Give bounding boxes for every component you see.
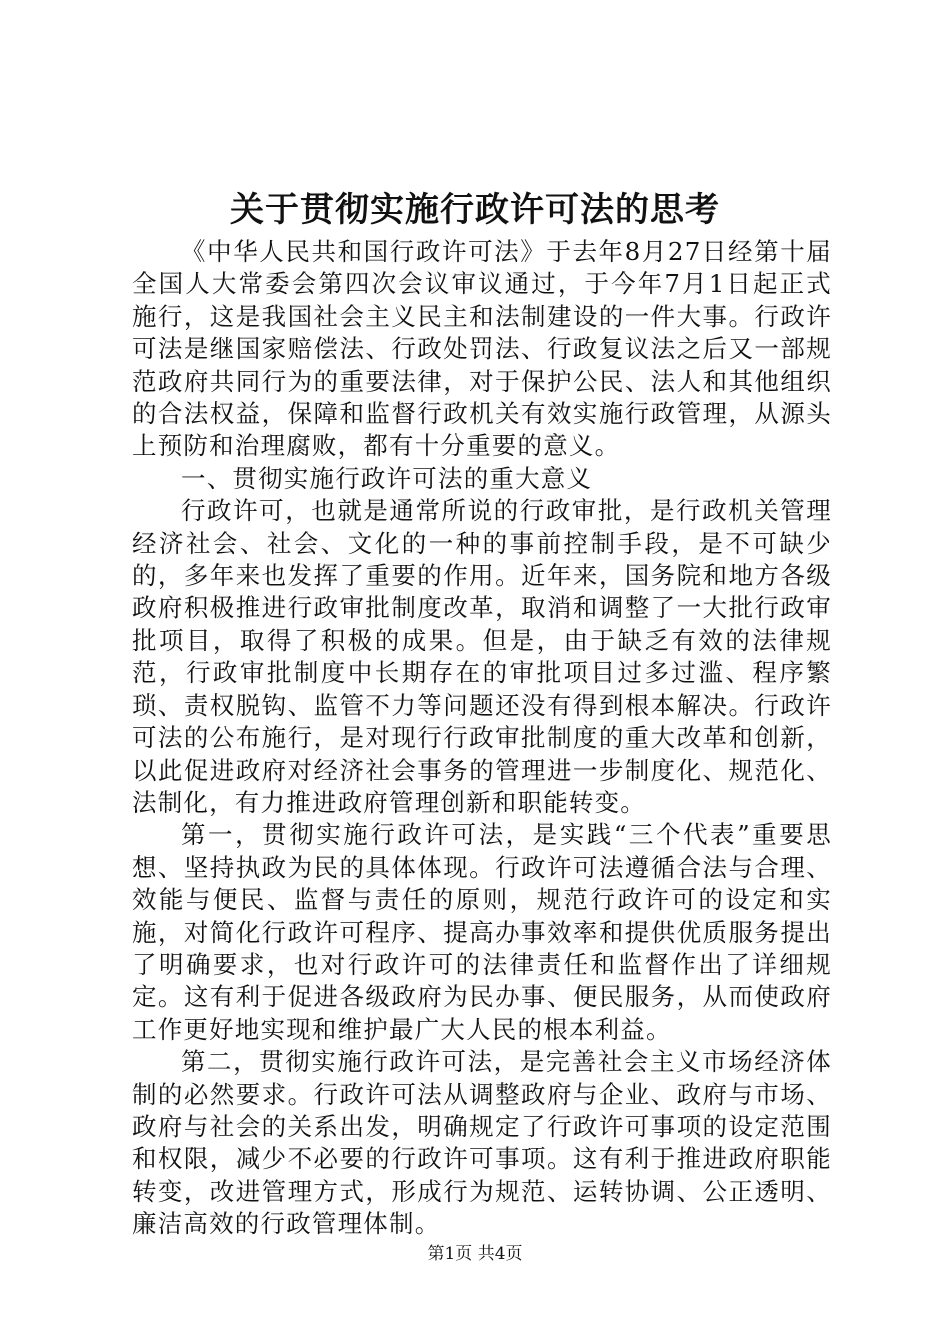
section-heading: 一、贯彻实施行政许可法的重大意义: [181, 463, 593, 493]
document-body: [132, 236, 832, 1241]
section-paragraph-3: 第二，贯彻实施行政许可法，是完善社会主义市场经济体制的必然要求。行政许可法从调整政府与企业、政府与市场、政府与社会的关系出发，明确规定了行政许可事项的设定范围和权限，减少不必要的行政许可事项。这有利于推进政府职能转变，改进管理方式，形成行为规范、运转协调、公正透明、廉洁高效的行政管理体制。: [132, 1047, 832, 1239]
section-paragraph-2: 第一，贯彻实施行政许可法，是实践“三个代表”重要思想、坚持执政为民的具体体现。行政许可法遵循合法与合理、效能与便民、监督与责任的原则，规范行政许可的设定和实施，对简化行政许可程序、提高办事效率和提供优质服务提出了明确要求，也对行政许可的法律责任和监督作出了详细规定。这有利于促进各级政府为民办事、便民服务，从而使政府工作更好地实现和维护最广大人民的根本利益。: [132, 820, 832, 1044]
intro-paragraph: 《中华人民共和国行政许可法》于去年8月27日经第十届全国人大常委会第四次会议审议通过，于今年7月1日起正式施行，这是我国社会主义民主和法制建设的一件大事。行政许可法是继国家赔偿法、行政处罚法、行政复议法之后又一部规范政府共同行为的重要法律，对于保护公民、法人和其他组织的合法权益，保障和监督行政机关有效实施行政管理，从源头上预防和治理腐败，都有十分重要的意义。: [132, 237, 832, 461]
document-title: 关于贯彻实施行政许可法的思考: [230, 190, 720, 230]
page-footer: 第1页 共4页: [427, 1244, 523, 1264]
section-paragraph-1: 行政许可，也就是通常所说的行政审批，是行政机关管理经济社会、社会、文化的一种的事前控制手段，是不可缺少的，多年来也发挥了重要的作用。近年来，国务院和地方各级政府积极推进行政审批制度改革，取消和调整了一大批行政审批项目，取得了积极的成果。但是，由于缺乏有效的法律规范，行政审批制度中长期存在的审批项目过多过滥、程序繁琐、责权脱钩、监管不力等问题还没有得到根本解决。行政许可法的公布施行，是对现行行政审批制度的重大改革和创新，以此促进政府对经济社会事务的管理进一步制度化、规范化、法制化，有力推进政府管理创新和职能转变。: [132, 496, 832, 817]
